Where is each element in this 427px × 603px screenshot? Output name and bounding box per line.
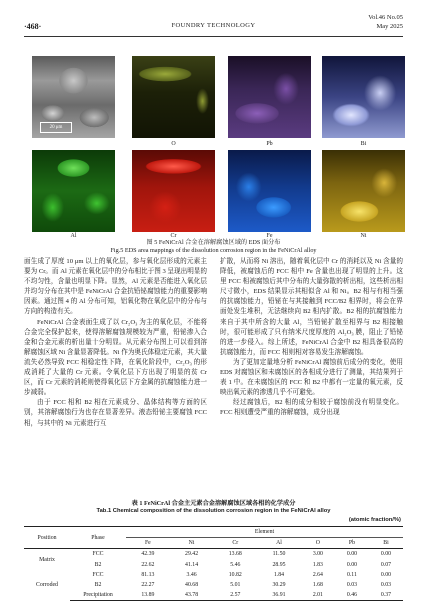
column-header-bi: Bi <box>369 538 403 549</box>
figure-caption-cn: 图 5 FeNiCrAl 合金在溶解腐蚀区域的 EDS 面分布 <box>146 239 281 246</box>
value-cell: 10.82 <box>228 571 242 578</box>
paragraph: 为了更加定量地分析 FeNiCrAl 腐蚀前后成分的变化，使用 EDS 对腐蚀区和未腐蚀区的各相成分进行了测量，其结果列于表 1 中。在未腐蚀区的 FCC 和 B2 中都有一定量的氧元素，反映出氧元素的渗透几乎不可避免。 <box>220 358 403 397</box>
value-cell: 0.00 <box>380 571 392 578</box>
value-cell: 2.01 <box>301 590 335 601</box>
column-header-cr: Cr <box>213 538 257 549</box>
value-cell: 0.37 <box>369 590 403 601</box>
column-header-phase: Phase <box>70 527 126 549</box>
composition-table <box>24 526 403 601</box>
value-cell: 2.64 <box>312 571 323 578</box>
header-rule <box>24 36 403 37</box>
column-header-o: O <box>301 538 335 549</box>
eds-map-o <box>132 56 215 138</box>
value-cell: 1.68 <box>312 582 323 589</box>
value-cell: 42.39 <box>141 551 155 558</box>
phase-cell: FCC <box>92 551 104 558</box>
volume: Vol.46 No.05 <box>368 14 403 21</box>
value-cell: 30.29 <box>272 582 286 589</box>
body-left-column <box>24 257 207 429</box>
panel-label-o: O <box>171 141 176 147</box>
issue-date: May 2025 <box>376 22 403 30</box>
value-cell: 0.00 <box>346 551 357 558</box>
table-row <box>24 570 403 580</box>
position-cell: Matrix <box>39 556 55 563</box>
figure-caption <box>24 239 403 254</box>
value-cell: 0.03 <box>346 582 357 589</box>
value-cell: 41.14 <box>185 561 199 568</box>
value-cell: 40.68 <box>185 582 199 589</box>
eds-map-pb <box>228 56 311 138</box>
scale-bar-label: 20 μm <box>49 125 63 130</box>
value-cell: 5.01 <box>230 582 241 589</box>
value-cell: 11.50 <box>272 551 286 558</box>
value-cell: 0.46 <box>335 590 369 601</box>
panel-label-cr: Cr <box>170 233 177 239</box>
value-cell: 1.83 <box>312 561 323 568</box>
column-header-ni: Ni <box>170 538 214 549</box>
value-cell: 2.57 <box>213 590 257 601</box>
value-cell: 0.00 <box>346 561 357 568</box>
table-row <box>24 590 403 601</box>
panel-label-pb: Pb <box>266 141 273 147</box>
table-row <box>24 580 403 590</box>
value-cell: 0.00 <box>380 551 392 558</box>
paragraph: FeNiCrAl 合金表面生成了以 Cr₂O₃ 为主的氧化层，不能将合金完全保护起来，使得溶解腐蚀规模较为严重，铅铋渗入合金和合金元素的析出量十分明显。从元素分布图上可以看到溶解腐蚀区域 Ni 含量显著降低。Ni 作为奥氏体稳定元素，其大量流失必然导致 FCC 相稳定性下降，在氧化阶段中，Cr₂O₃ 的形成消耗了大量的 Cr 元素。令氧化层下方出现了明显的贫 Cr 区，而 Cr 元素的消耗则使得氧化层下方金属的抗腐蚀能力进一步减弱。 <box>24 318 207 397</box>
value-cell: 36.91 <box>257 590 301 601</box>
value-cell: 0.03 <box>380 582 392 589</box>
panel-label-fe: Fe <box>266 233 273 239</box>
eds-map-cr <box>132 150 215 232</box>
eds-map-ni <box>322 150 405 232</box>
scale-bar <box>40 122 72 133</box>
value-cell: 3.46 <box>186 571 197 578</box>
value-cell: 43.78 <box>170 590 214 601</box>
eds-map-al <box>32 150 115 232</box>
paragraph: 经过腐蚀后，B2 相的成分相较于腐蚀前没有明显变化。FCC 相则遭受严重的溶解腐蚀，成分出现 <box>220 399 403 417</box>
table-caption-cn: 表 1 FeNiCrAl 合金主元素合金溶解腐蚀区域各相的化学成分 <box>131 500 296 507</box>
value-cell: 1.84 <box>273 571 285 578</box>
panel-label-bi: Bi <box>360 141 367 147</box>
figure-caption-en: Fig.5 EDS area mappings of the dissolution corrosion region in the FeNiCrAl alloy <box>110 246 317 254</box>
value-cell: 22.62 <box>141 561 155 568</box>
journal-name: FOUNDRY TECHNOLOGY <box>171 22 256 29</box>
paragraph: 扩散，从而将 Ni 溶出，随着氧化层中 Cr 的消耗以及 Ni 含量的降低，被腐蚀后的 FCC 相中 Fe 含量也出现了明显的上升。这里 FCC 相被腐蚀后其中分布的大量弥散的析出相，这些析出相尺寸微小，EDS 结果显示其相似含 Al 和 Ni。B2 相与有相当强的抗腐蚀能力，铅铋在与其接触到 FCC/B2 相界时，将会在界面处发生堆积，无法继续向 B2 相内扩散。B2 相的抗腐蚀能力来自于其中所含的大量 Al，当铅铋扩散至相界与 B2 相接触时，很可能形成了只有纳米尺度厚度的 Al₂O₃ 膜，阻止了铅铋的进一步侵入。综上所述，FeNiCrAl 合金中 B2 相具备很高的抗腐蚀能力，而 FCC 相则相对容易发生溶解腐蚀。 <box>220 258 403 356</box>
page-number: ·468· <box>24 22 42 31</box>
column-header-fe: Fe <box>126 538 170 549</box>
paragraph: 由于 FCC 相和 B2 相在元素成分、晶体结构等方面的区别，其溶解腐蚀行为也存在显著差异。液态铅铋主要腐蚀 FCC 相，与其中的 Ni 元素进行互 <box>24 399 207 427</box>
column-header-al: Al <box>257 538 301 549</box>
table-unit: (atomic fraction/%) <box>348 517 401 523</box>
value-cell: 5.46 <box>230 561 241 568</box>
eds-map-fe <box>228 150 311 232</box>
paragraph: 面生成了厚度 10 μm 以上的氧化层，参与氧化层形成的元素主要为 Cr。而 Al 元素在氧化层中的分布相比于图 3 呈现出明显的不均匀性，含量也明显下降。显然，Al 元素是否能进入氧化层并均匀分布在其中是 FeNiCrAl 合金抗铅铋腐蚀能力的重要影响因素。通过图 4 的 Al 分布可知，铝氧化物在氧化层中的分布与方向的构造有关。 <box>24 258 207 316</box>
body-right-column <box>220 257 403 419</box>
panel-label-ni: Ni <box>360 233 367 239</box>
phase-cell: FCC <box>92 571 104 578</box>
value-cell: 29.42 <box>185 551 199 558</box>
value-cell: 3.00 <box>312 551 323 558</box>
value-cell: 13.68 <box>228 551 242 558</box>
position-cell: Corroded <box>36 582 58 589</box>
value-cell: 0.07 <box>380 561 392 568</box>
table-row <box>24 549 403 560</box>
eds-map-bi <box>322 56 405 138</box>
column-header-position: Position <box>24 527 70 549</box>
page-header <box>24 14 403 36</box>
issue-info <box>368 14 403 31</box>
panel-label-al: Al <box>70 233 77 239</box>
phase-cell: B2 <box>94 561 102 568</box>
value-cell: 81.13 <box>141 571 155 578</box>
phase-cell: B2 <box>94 582 102 589</box>
column-header-element: Element <box>126 527 403 538</box>
table-caption-en: Tab.1 Chemical composition of the dissolution corrosion region in the FeNiCrAl alloy <box>96 508 331 514</box>
value-cell: 28.95 <box>272 561 286 568</box>
sem-micrograph <box>32 56 115 138</box>
value-cell: 0.11 <box>346 571 357 578</box>
phase-cell: Precipitation <box>70 590 126 601</box>
value-cell: 22.27 <box>141 582 155 589</box>
table-row <box>24 560 403 570</box>
column-header-pb: Pb <box>335 538 369 549</box>
value-cell: 13.89 <box>126 590 170 601</box>
